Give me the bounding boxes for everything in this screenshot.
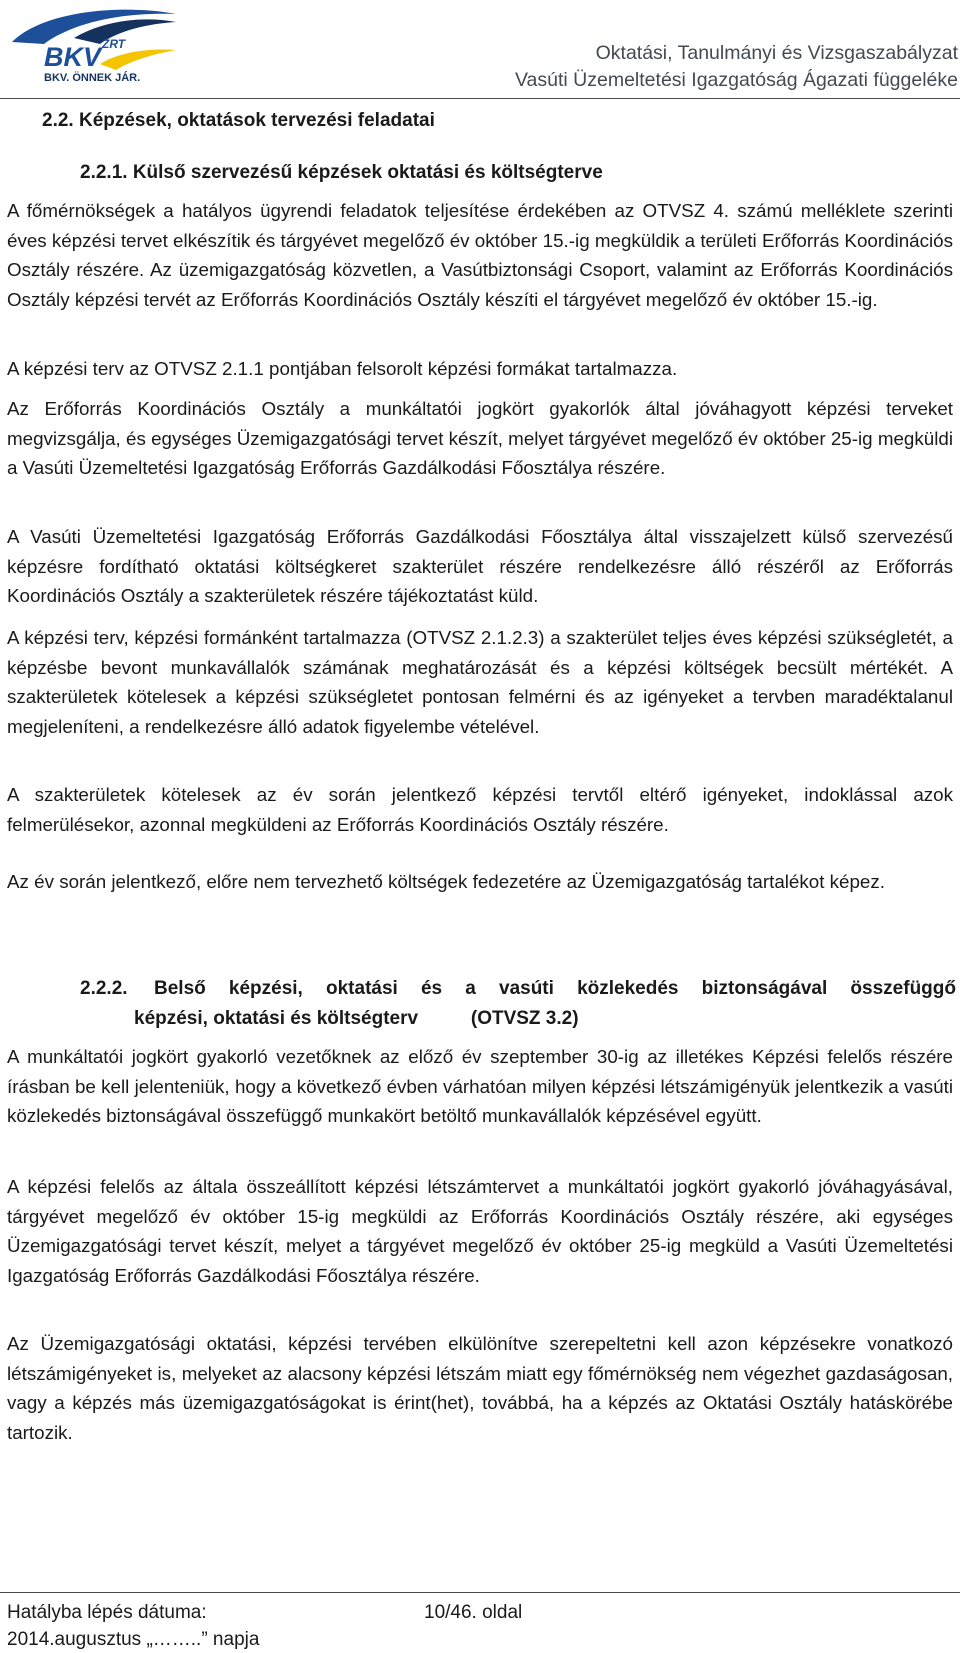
logo-yellow-stripe-shape — [100, 50, 176, 70]
paragraph: A munkáltatói jogkört gyakorló vezetőknek az előző év szeptember 30-ig az illetékes Képzési felelős részére írásban be kell jelenteniük, hogy a következő évben várhatóan milyen képzési létszámigényük jelentkezik a vasúti közlekedés biztonságával összefüggő munkakört betöltő munkavállalók képzésével együtt. — [7, 1046, 953, 1126]
subsection-heading-2-2-1: 2.2.1. Külső szervezésű képzések oktatási és költségterve — [80, 162, 603, 183]
header-divider — [0, 98, 960, 99]
paragraph: A főmérnökségek a hatályos ügyrendi feladatok teljesítése érdekében az OTVSZ 4. számú melléklete szerinti éves képzési tervet elkészítik és tárgyévet megelőző év október 15.-ig megküldik a területi Erőforrás Koordinációs Osztály részére. Az üzemigazgatóság közvetlen, a Vasútbiztonsági Csoport, valamint az Erőforrás Koordinációs Osztály képzési tervét az Erőforrás Koordinációs Osztály készíti el tárgyévet megelőző év október 15.-ig. — [7, 200, 953, 310]
effective-date-value: 2014.augusztus „……..” napja — [7, 1629, 260, 1650]
logo-slogan: BKV. ÖNNEK JÁR. — [44, 72, 141, 84]
bkv-logo — [4, 4, 179, 84]
paragraph: A képzési felelős az általa összeállított képzési létszámtervet a munkáltatói jogkört gyakorló jóváhagyásával, tárgyévet megelőző év október 15-ig megküldi az Erőforrás Koordinációs Osztály részére, aki egységes Üzemigazgatósági tervet készít, melyet a tárgyévet megelőző év október 25-ig megküld a Vasúti Üzemeltetési Igazgatóság Erőforrás Gazdálkodási Főosztálya részére. — [7, 1176, 953, 1286]
page-number: 10/46. oldal — [424, 1602, 523, 1623]
logo-text: BKV — [44, 42, 102, 72]
paragraph: A képzési terv, képzési formánként tartalmazza (OTVSZ 2.1.2.3) a szakterület teljes éves képzési szükségletét, a képzésbe bevont munkavállalók számának meghatározását és a képzési költségek becsült mértékét. A szakterületek kötelesek a képzési szükségletet pontosan felmérni és az igényeket a tervben maradéktalanul megjeleníteni, a rendelkezésre álló adatok figyelembe vételével. — [7, 627, 953, 737]
effective-date-label: Hatályba lépés dátuma: — [7, 1602, 207, 1623]
subsection-title-line-1: Belső képzési, oktatási és a vasúti közlekedés biztonságával összefüggő — [154, 978, 956, 999]
paragraph: A szakterületek kötelesek az év során jelentkező képzési tervtől eltérő igényeket, indoklással azok felmerülésekor, azonnal megküldeni az Erőforrás Koordinációs Osztály részére. — [7, 784, 953, 835]
footer-divider — [0, 1592, 960, 1593]
paragraph: Az Üzemigazgatósági oktatási, képzési tervében elkülönítve szerepeltetni kell azon képzésekre vonatkozó létszámigényeket is, melyeket az alacsony képzési létszám miatt egy főmérnökség nem végezhet gazdaságosan, vagy a képzés más üzemigazgatóságokat is érint(het), továbbá, ha a képzés az Oktatási Osztály hatáskörébe tartozik. — [7, 1333, 953, 1443]
document-title: Oktatási, Tanulmányi és Vizsgaszabályzat — [595, 42, 958, 64]
logo-superscript: ZRT — [102, 37, 126, 51]
footer-effective-date — [7, 1599, 259, 1653]
subsection-number: 2.2.2. — [80, 978, 128, 999]
paragraph: Az Erőforrás Koordinációs Osztály a munkáltatói jogkört gyakorlók által jóváhagyott képzési terveket megvizsgálja, és egységes Üzemigazgatósági tervet készít, melyet tárgyévet megelőző év október 25-ig megküldi a Vasúti Üzemeltetési Igazgatóság Erőforrás Gazdálkodási Főosztálya részére. — [7, 398, 953, 478]
section-heading: 2.2. Képzések, oktatások tervezési feladatai — [42, 110, 435, 131]
paragraph: Az év során jelentkező, előre nem tervezhető költségek fedezetére az Üzemigazgatóság tartalékot képez. — [7, 871, 885, 892]
paragraph: A Vasúti Üzemeltetési Igazgatóság Erőforrás Gazdálkodási Főosztálya által visszajelzett külső szervezésű képzésre fordítható oktatási költségkeret szakterület részére rendelkezésre álló részéről az Erőforrás Koordinációs Osztály a szakterületek részére tájékoztatást küld. — [7, 526, 953, 606]
subsection-title-line-2: képzési, oktatási és költségterv (OTVSZ 3.2) — [134, 1008, 579, 1029]
document-subtitle: Vasúti Üzemeltetési Igazgatóság Ágazati függeléke — [515, 69, 958, 91]
paragraph: A képzési terv az OTVSZ 2.1.1 pontjában felsorolt képzési formákat tartalmazza. — [7, 358, 678, 379]
document-header — [515, 40, 958, 94]
